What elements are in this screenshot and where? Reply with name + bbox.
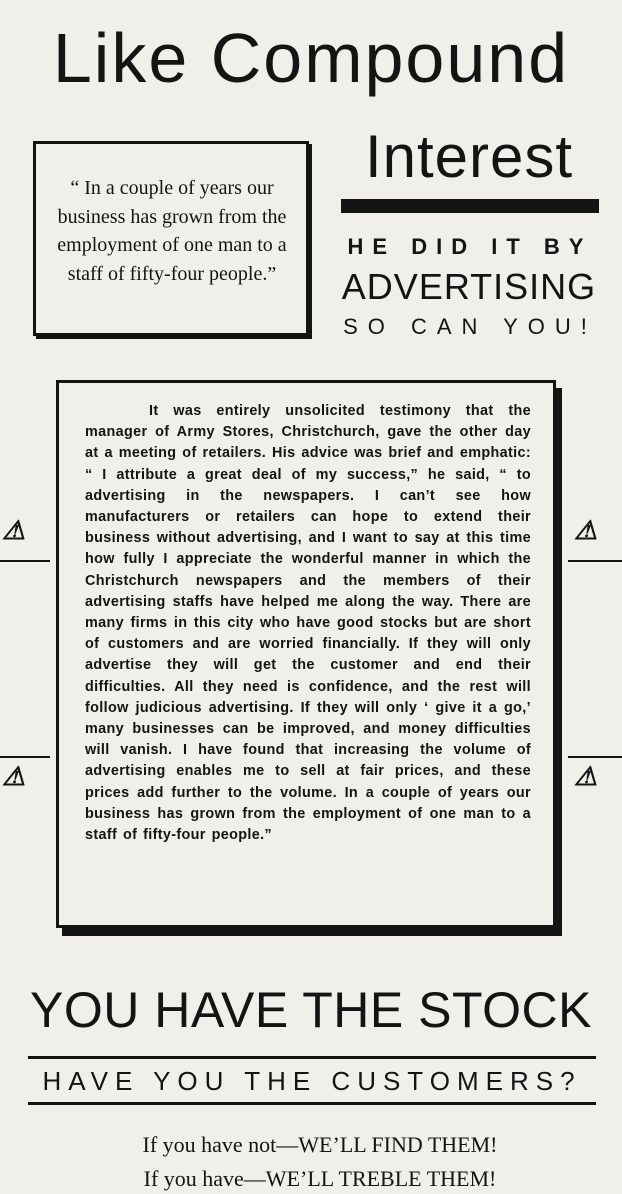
pull-quote: “ In a couple of years our business has grown from the employment of one man to a staff of fifty-four people.”: [33, 141, 309, 336]
heavy-rule: [341, 199, 599, 213]
rule: [28, 1056, 596, 1059]
ornament-icon: ⚠: [2, 516, 26, 545]
tagline-so-can-you: SO CAN YOU!: [343, 314, 597, 339]
testimony-box: [56, 380, 556, 928]
customers-question: HAVE YOU THE CUSTOMERS?: [42, 1066, 582, 1096]
ornament-icon: ⚠: [574, 762, 598, 791]
ornament-rule: [0, 560, 50, 562]
tagline-advertising: ADVERTISING: [341, 266, 597, 307]
ornament-icon: ⚠: [574, 516, 598, 545]
ornament-icon: ⚠: [2, 762, 26, 791]
offer-treble-them: If you have—WE’LL TREBLE THEM!: [143, 1166, 497, 1191]
offer-find-them: If you have not—WE’LL FIND THEM!: [142, 1132, 498, 1157]
tagline-did-it: HE DID IT BY: [347, 234, 593, 259]
ornament-rule: [568, 560, 622, 562]
rule: [28, 1102, 596, 1105]
headline: Like Compound: [52, 19, 570, 97]
ornament-rule: [0, 756, 50, 758]
headline-interest: Interest: [364, 123, 574, 190]
ornament-rule: [568, 756, 622, 758]
stock-heading: YOU HAVE THE STOCK: [30, 982, 592, 1038]
testimony-text: It was entirely unsolicited testimony that the manager of Army Stores, Christchurch, gave the other day at a meeting of retailers. His advice was brief and emphatic: “ I attribute a great deal of my success,” he said, “ to advertising in the newspapers. I can’t see how manufacturers or retailers can hope to extend their business without advertising, and I want to say at this time how fully I appreciate the wonderful manner in which the Christchurch newspapers and the members of their advertising staffs have helped me along the way. There are many firms in this city who have good stocks but are short of customers and are worried financially. If they will only advertise they will get the customer and end their difficulties. All they need is confidence, and the rest will follow judicious advertising. If they will only ‘ give it a go,’ many businesses can be improved, and money difficulties will vanish. I have found that increasing the volume of advertising enables me to sell at fair prices, and these prices add further to the volume. In a couple of years our business has grown from the employment of one man to a staff of fifty-four people.”: [85, 403, 531, 844]
